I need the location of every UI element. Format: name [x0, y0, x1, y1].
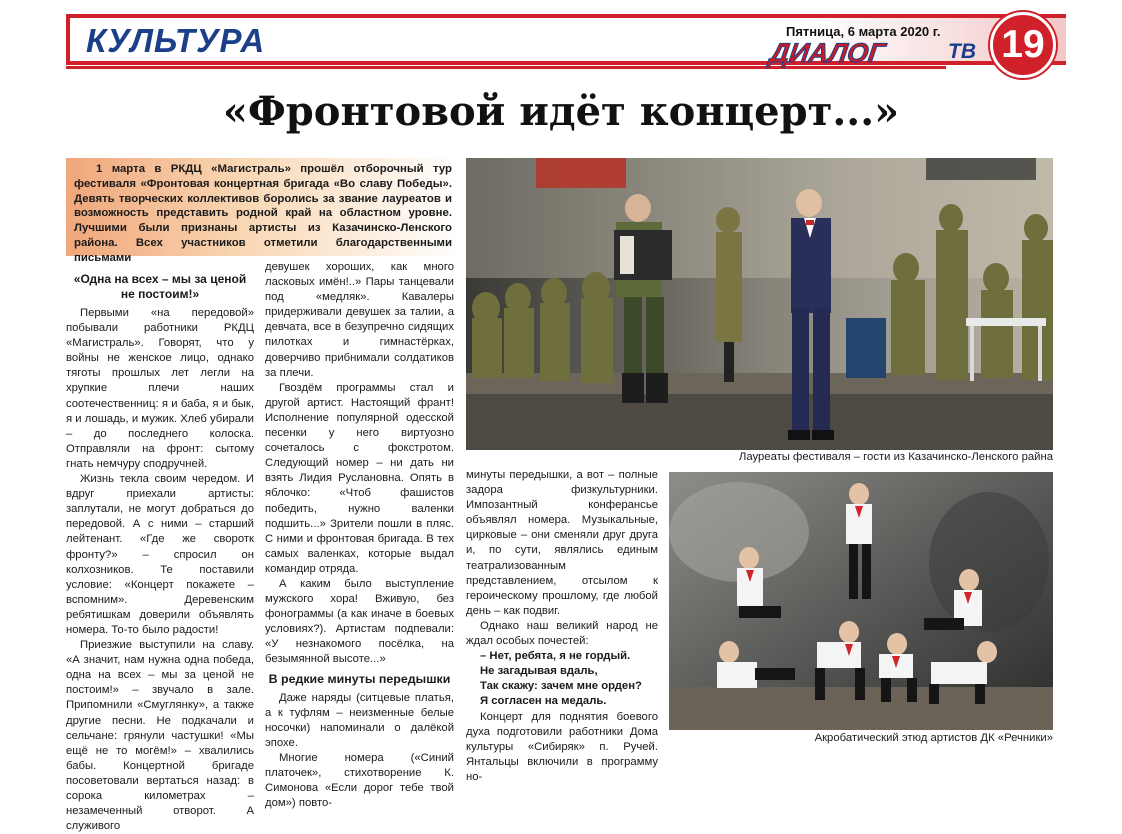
- verse-line: Я согласен на медаль.: [480, 695, 607, 708]
- newspaper-logo: ДИАЛОГ: [767, 38, 888, 68]
- acrobatics-photo-illustration: [669, 472, 1053, 730]
- text-column-3: [466, 468, 658, 783]
- article-headline: «Фронтовой идёт концерт...»: [222, 88, 900, 135]
- issue-date: Пятница, 6 марта 2020 г.: [786, 24, 941, 39]
- paragraph: Концерт для поднятия боевого духа подготовили работники Дома культуры «Сибиряк» п. Ручей. Янтальцы включили в программу но-: [466, 710, 658, 783]
- subheading: «Одна на всех – мы за ценой не постоим!»: [73, 272, 247, 301]
- section-title: КУЛЬТУРА: [86, 22, 266, 59]
- text-column-1: [66, 270, 254, 833]
- paragraph: Многие номера («Синий платочек», стихотворение К. Симонова «Если дорог тебе твой дом») повто-: [265, 751, 454, 810]
- paragraph: Гвоздём программы стал и другой артист. Настоящий франт! Исполнение популярной одесской песенки у него виртуозно сочеталось с фокстротом. Следующий номер – ни дать ни взять Лидия Руслановна. Опять в яблочко: «Чтоб фашистов победить, нужно валенки подшить...» Зрители пошли в пляс. С ними и фронтовая бригада. В тех самых валенках, которые выдал командир отряда.: [265, 381, 454, 575]
- page-number: 19: [990, 12, 1056, 78]
- paragraph: Однако наш великий народ не ждал особых почестей:: [466, 619, 658, 648]
- paragraph: Даже наряды (ситцевые платья, а к туфлям – неизменные белые носочки) напоминали о далёкой эпохе.: [265, 691, 454, 749]
- acrobatic-etude-photo: [669, 472, 1053, 730]
- paragraph: Приезжие выступили на славу. «А значит, нам нужна одна победа, одна на всех – мы за ценой не постоим!» – звучало в зале. Припомнили «Смуглянку», а также другие песни. Не подкачали и сельчане: грянули частушки! «Мы ещё не то могём!» – хвалились бабы. Концертной бригаде посоветовали вертаться назад: в сорока километрах – незамеченный отворот. А служивого: [66, 639, 254, 833]
- text-column-2: [265, 260, 454, 810]
- stage-photo-illustration: [466, 158, 1053, 450]
- photo-caption: Лауреаты фестиваля – гости из Казачинско-Ленского райна: [738, 451, 1053, 463]
- paragraph: А каким было выступление мужского хора! Вживую, без фонограммы (а как иначе в боевых условиях?). Артистам подпевали: «У незнакомого посёлка, на безымянной высоте...»: [265, 577, 454, 666]
- subheading: В редкие минуты передышки: [268, 671, 451, 686]
- verse-line: – Нет, ребята, я не гордый.: [480, 650, 631, 663]
- paragraph: Первыми «на передовой» побывали работники РКДЦ «Магистраль». Говорят, что у войны не женское лицо, однако тяготы прошлых лет легли на хрупкие плечи наших соотечественниц: я и баба, я и бык, я и лошадь, и мужик. Хлеб убирали – до последнего колоска. Отправляли на фронт: сытому гнать немчуру сподручней.: [66, 307, 254, 470]
- paragraph: Жизнь текла своим чередом. И вдруг приехали артисты: заплутали, не могут добраться до передовой. А с ними – старший лейтенант. «Где же своротк фронту?» – спросил он колхозников. Те поставили условие: «Концерт покажете – вспомним». Деревенским ребятишкам доверили объявлять номера. То-то было радости!: [66, 473, 254, 636]
- verse-line: Не загадывая вдаль,: [480, 665, 598, 678]
- photo-caption: Акробатический этюд артистов ДК «Речники»: [814, 732, 1053, 744]
- newspaper-logo-tv: ТВ: [948, 40, 976, 63]
- article-lead: 1 марта в РКДЦ «Магистраль» прошёл отборочный тур фестиваля «Фронтовая концертная бригада «Во славу Победы». Девять творческих коллективов боролись за звание лауреатов и возможность представить родной край на областном уровне. Лучшими были признаны артисты из Казачинско-Ленского района. Всех участников отметили благодарственными письмами: [66, 158, 460, 256]
- paragraph: минуты передышки, а вот – полные задора физкультурники. Импозантный конферансье объявлял номера. Музыкальные, цирковые – они сменяли друг друга и, по сути, являлись единым театрализованным представлением, отсылом к героическому прошлому, где любой день – как подвиг.: [466, 469, 658, 617]
- verse-line: Так скажу: зачем мне орден?: [480, 680, 642, 693]
- festival-laureates-photo: [466, 158, 1053, 450]
- paragraph: девушек хороших, как много ласковых имён!..» Пары танцевали под «медляк». Кавалеры придерживали девушек за талии, а девчата, все в безупречно сидящих пилотках и гимнастёрках, доверчиво прибнимали солдатиков за плечи.: [265, 261, 454, 379]
